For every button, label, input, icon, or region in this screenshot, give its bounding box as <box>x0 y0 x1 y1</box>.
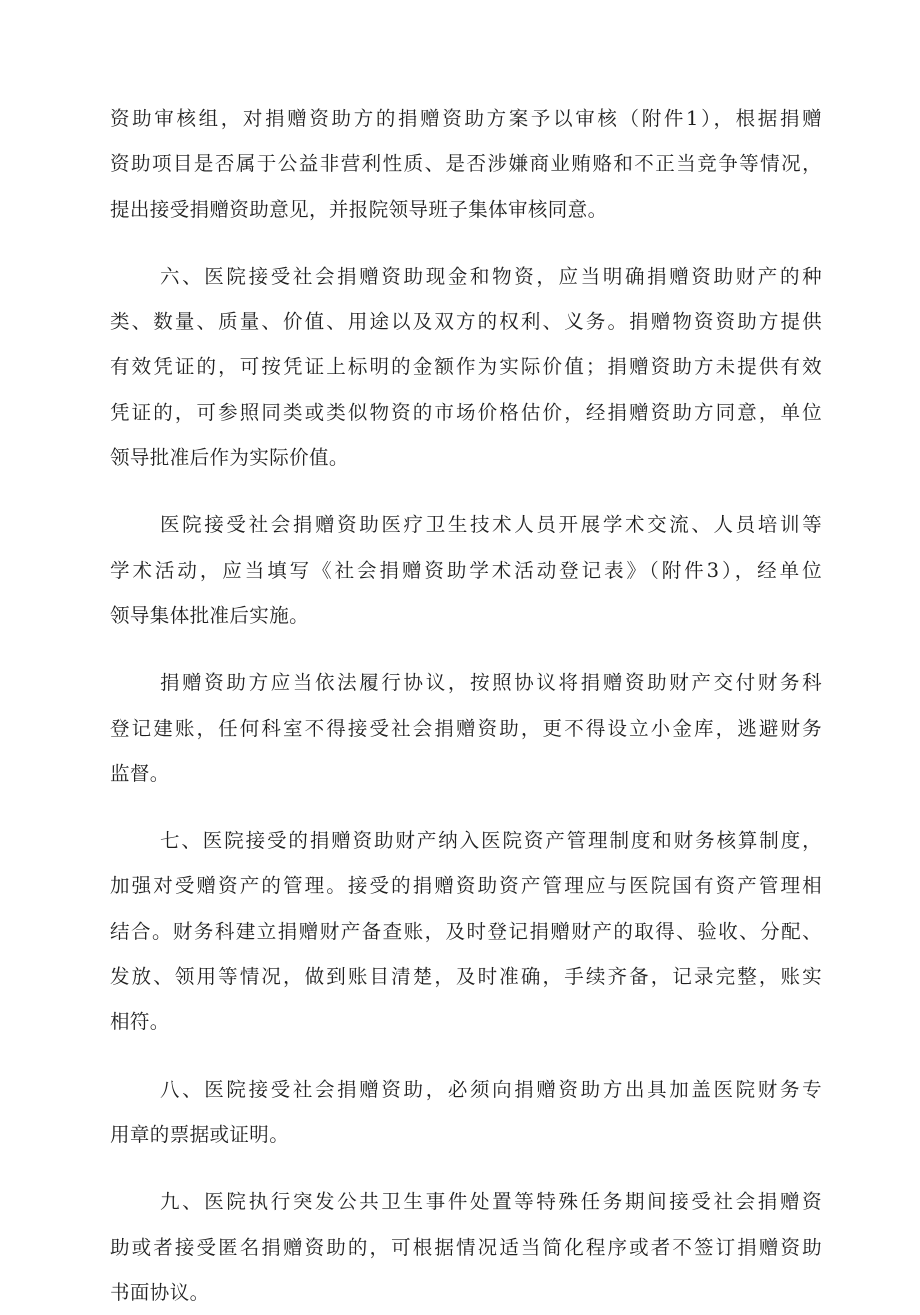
text-line: 九、医院执行突发公共卫生事件处置等特殊任务期间接受社会捐赠资 <box>160 1190 822 1214</box>
text-line: 领导集体批准后实施。 <box>110 603 310 627</box>
text-line: 用章的票据或证明。 <box>110 1122 290 1146</box>
paragraph-spacer <box>110 1157 822 1179</box>
text-line: 捐赠资助方应当依法履行协议，按照协议将捐赠资助财产交付财务科 <box>160 671 822 695</box>
text-line: 八、医院接受社会捐赠资助，必须向捐赠资助方出具加盖医院财务专 <box>160 1077 822 1101</box>
text-line: 提出接受捐赠资助意见，并报院领导班子集体审核同意。 <box>110 197 608 221</box>
text-line: 医院接受社会捐赠资助医疗卫生技术人员开展学术交流、人员培训等 <box>160 513 822 537</box>
paragraph-review-group <box>110 96 822 232</box>
text-line: 凭证的，可参照同类或类似物资的市场价格估价，经捐赠资助方同意，单位 <box>110 400 822 424</box>
text-line: 领导批准后作为实际价值。 <box>110 446 349 470</box>
text-line: 助或者接受匿名捐赠资助的，可根据情况适当简化程序或者不签订捐赠资助 <box>110 1235 822 1259</box>
text-line: 有效凭证的，可按凭证上标明的金额作为实际价值；捐赠资助方未提供有效 <box>110 355 822 379</box>
text-line: 学术活动，应当填写《社会捐赠资助学术活动登记表》（附件3），经单位 <box>110 558 822 582</box>
text-line: 加强对受赠资产的管理。接受的捐赠资助资产管理应与医院国有资产管理相 <box>110 874 822 898</box>
text-line: 发放、领用等情况，做到账目清楚，及时准确，手续齐备，记录完整，账实 <box>110 965 822 989</box>
text-line: 监督。 <box>110 761 170 785</box>
text-line: 书面协议。 <box>110 1280 210 1304</box>
document-body <box>110 96 822 1315</box>
text-line: 结合。财务科建立捐赠财产备查账，及时登记捐赠财产的取得、验收、分配、 <box>110 919 822 943</box>
paragraph-article-8 <box>110 1067 822 1158</box>
paragraph-academic-activity <box>110 502 822 638</box>
paragraph-article-9 <box>110 1179 822 1315</box>
paragraph-spacer <box>110 480 822 502</box>
text-line: 类、数量、质量、价值、用途以及双方的权利、义务。捐赠物资资助方提供 <box>110 310 822 334</box>
text-line: 相符。 <box>110 1010 170 1034</box>
text-line: 六、医院接受社会捐赠资助现金和物资，应当明确捐赠资助财产的种 <box>160 264 822 288</box>
paragraph-spacer <box>110 232 822 254</box>
text-line: 七、医院接受的捐赠资助财产纳入医院资产管理制度和财务核算制度， <box>160 829 822 853</box>
text-line: 资助项目是否属于公益非营利性质、是否涉嫌商业贿赂和不正当竞争等情况， <box>110 152 822 176</box>
paragraph-spacer <box>110 638 822 660</box>
paragraph-article-6 <box>110 254 822 480</box>
paragraph-article-7 <box>110 818 822 1044</box>
paragraph-spacer <box>110 796 822 818</box>
text-line: 资助审核组，对捐赠资助方的捐赠资助方案予以审核（附件1），根据捐赠 <box>110 107 822 130</box>
paragraph-agreement-performance <box>110 660 822 796</box>
paragraph-spacer <box>110 1045 822 1067</box>
text-line: 登记建账，任何科室不得接受社会捐赠资助，更不得设立小金库，逃避财务 <box>110 716 822 740</box>
